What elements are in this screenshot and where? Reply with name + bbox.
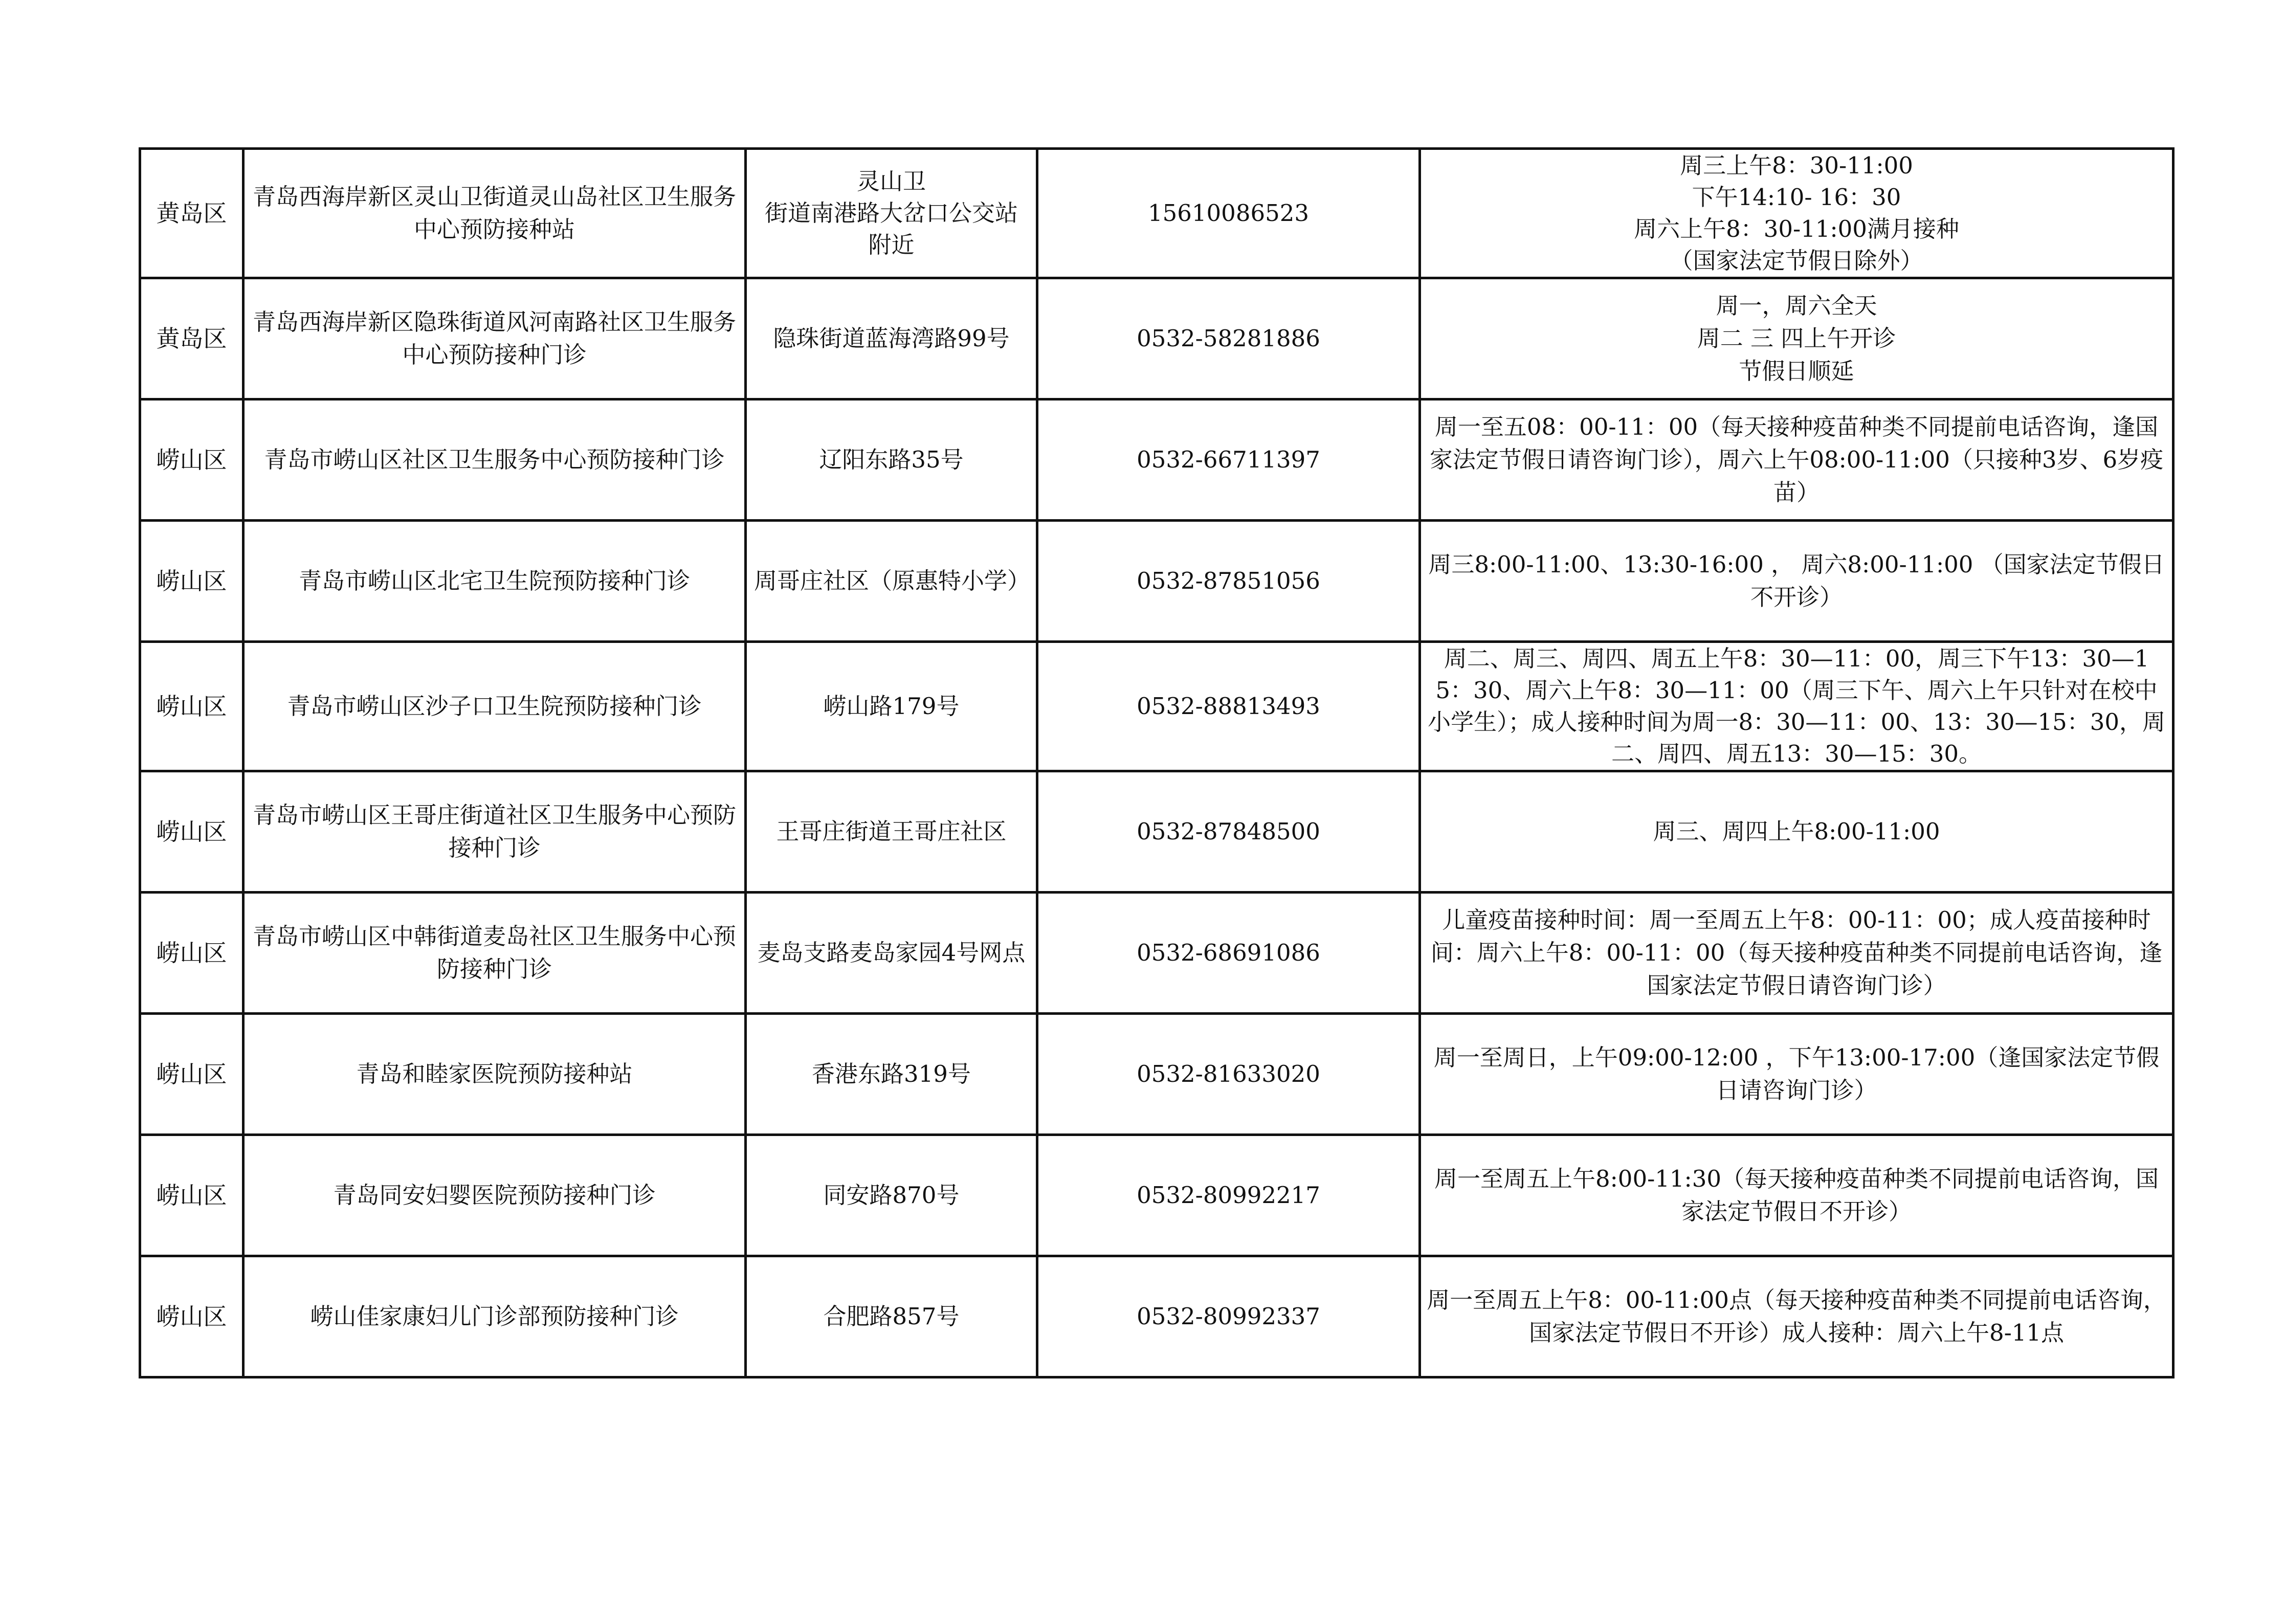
- hours-cell: 周三8:00-11:00、13:30-16:00 ， 周六8:00-11:00 （国家法定节假日不开诊）: [1420, 521, 2173, 642]
- hours-cell: 周二、周三、周四、周五上午8：30—11：00，周三下午13：30—15：30、周六上午8：30—11：00（周三下午、周六上午只针对在校中小学生）；成人接种时间为周一8：30—11：00、13：30—15：30，周二、周四、周五13：30—15：30。: [1420, 642, 2173, 771]
- address-cell: 辽阳东路35号: [746, 399, 1037, 521]
- clinic-name-cell: 青岛西海岸新区灵山卫街道灵山岛社区卫生服务中心预防接种站: [243, 149, 746, 278]
- table-row: [140, 1014, 2173, 1135]
- clinic-name-cell: 青岛同安妇婴医院预防接种门诊: [243, 1135, 746, 1256]
- table-row: [140, 642, 2173, 771]
- district-cell: 黄岛区: [140, 149, 243, 278]
- clinic-name-cell: 青岛市崂山区中韩街道麦岛社区卫生服务中心预防接种门诊: [243, 893, 746, 1014]
- phone-cell: 0532-87851056: [1037, 521, 1420, 642]
- phone-cell: 15610086523: [1037, 149, 1420, 278]
- phone-cell: 0532-80992337: [1037, 1256, 1420, 1377]
- table-row: [140, 893, 2173, 1014]
- district-cell: 崂山区: [140, 1256, 243, 1377]
- address-cell: 隐珠街道蓝海湾路99号: [746, 278, 1037, 399]
- district-cell: 崂山区: [140, 1135, 243, 1256]
- table-row: [140, 278, 2173, 399]
- address-cell: 周哥庄社区（原惠特小学）: [746, 521, 1037, 642]
- phone-cell: 0532-80992217: [1037, 1135, 1420, 1256]
- clinic-name-cell: 青岛市崂山区王哥庄街道社区卫生服务中心预防接种门诊: [243, 771, 746, 893]
- phone-cell: 0532-87848500: [1037, 771, 1420, 893]
- address-cell: 合肥路857号: [746, 1256, 1037, 1377]
- clinic-name-cell: 青岛和睦家医院预防接种站: [243, 1014, 746, 1135]
- hours-cell: 儿童疫苗接种时间：周一至周五上午8：00-11：00；成人疫苗接种时间：周六上午8：00-11：00（每天接种疫苗种类不同提前电话咨询，逢国家法定节假日请咨询门诊）: [1420, 893, 2173, 1014]
- table-row: [140, 399, 2173, 521]
- address-cell: 王哥庄街道王哥庄社区: [746, 771, 1037, 893]
- hours-cell: 周一至五08：00-11：00（每天接种疫苗种类不同提前电话咨询，逢国家法定节假日请咨询门诊），周六上午08:00-11:00（只接种3岁、6岁疫苗）: [1420, 399, 2173, 521]
- district-cell: 崂山区: [140, 399, 243, 521]
- address-cell: 同安路870号: [746, 1135, 1037, 1256]
- table-row: [140, 1256, 2173, 1377]
- hours-cell: 周一至周五上午8:00-11:30（每天接种疫苗种类不同提前电话咨询，国家法定节假日不开诊）: [1420, 1135, 2173, 1256]
- phone-cell: 0532-88813493: [1037, 642, 1420, 771]
- address-cell: 麦岛支路麦岛家园4号网点: [746, 893, 1037, 1014]
- table-body: [140, 149, 2173, 1377]
- district-cell: 崂山区: [140, 1014, 243, 1135]
- hours-cell: 周三、周四上午8:00-11:00: [1420, 771, 2173, 893]
- clinic-name-cell: 青岛市崂山区社区卫生服务中心预防接种门诊: [243, 399, 746, 521]
- hours-cell: 周一至周日，上午09:00-12:00 ，下午13:00-17:00（逢国家法定节假日请咨询门诊）: [1420, 1014, 2173, 1135]
- district-cell: 黄岛区: [140, 278, 243, 399]
- district-cell: 崂山区: [140, 521, 243, 642]
- hours-cell: 周三上午8：30-11:00 下午14:10- 16：30 周六上午8：30-11:00满月接种 （国家法定节假日除外）: [1420, 149, 2173, 278]
- hours-cell: 周一至周五上午8：00-11:00点（每天接种疫苗种类不同提前电话咨询，国家法定节假日不开诊）成人接种：周六上午8-11点: [1420, 1256, 2173, 1377]
- table-row: [140, 521, 2173, 642]
- district-cell: 崂山区: [140, 893, 243, 1014]
- table-row: [140, 771, 2173, 893]
- clinic-name-cell: 青岛市崂山区北宅卫生院预防接种门诊: [243, 521, 746, 642]
- clinic-name-cell: 崂山佳家康妇儿门诊部预防接种门诊: [243, 1256, 746, 1377]
- phone-cell: 0532-68691086: [1037, 893, 1420, 1014]
- hours-cell: 周一，周六全天 周二 三 四上午开诊 节假日顺延: [1420, 278, 2173, 399]
- clinic-name-cell: 青岛市崂山区沙子口卫生院预防接种门诊: [243, 642, 746, 771]
- district-cell: 崂山区: [140, 771, 243, 893]
- address-cell: 香港东路319号: [746, 1014, 1037, 1135]
- phone-cell: 0532-66711397: [1037, 399, 1420, 521]
- clinic-name-cell: 青岛西海岸新区隐珠街道风河南路社区卫生服务中心预防接种门诊: [243, 278, 746, 399]
- phone-cell: 0532-81633020: [1037, 1014, 1420, 1135]
- address-cell: 灵山卫 街道南港路大岔口公交站 附近: [746, 149, 1037, 278]
- table-row: [140, 149, 2173, 278]
- address-cell: 崂山路179号: [746, 642, 1037, 771]
- vaccination-clinic-table: [139, 147, 2175, 1378]
- district-cell: 崂山区: [140, 642, 243, 771]
- phone-cell: 0532-58281886: [1037, 278, 1420, 399]
- table-row: [140, 1135, 2173, 1256]
